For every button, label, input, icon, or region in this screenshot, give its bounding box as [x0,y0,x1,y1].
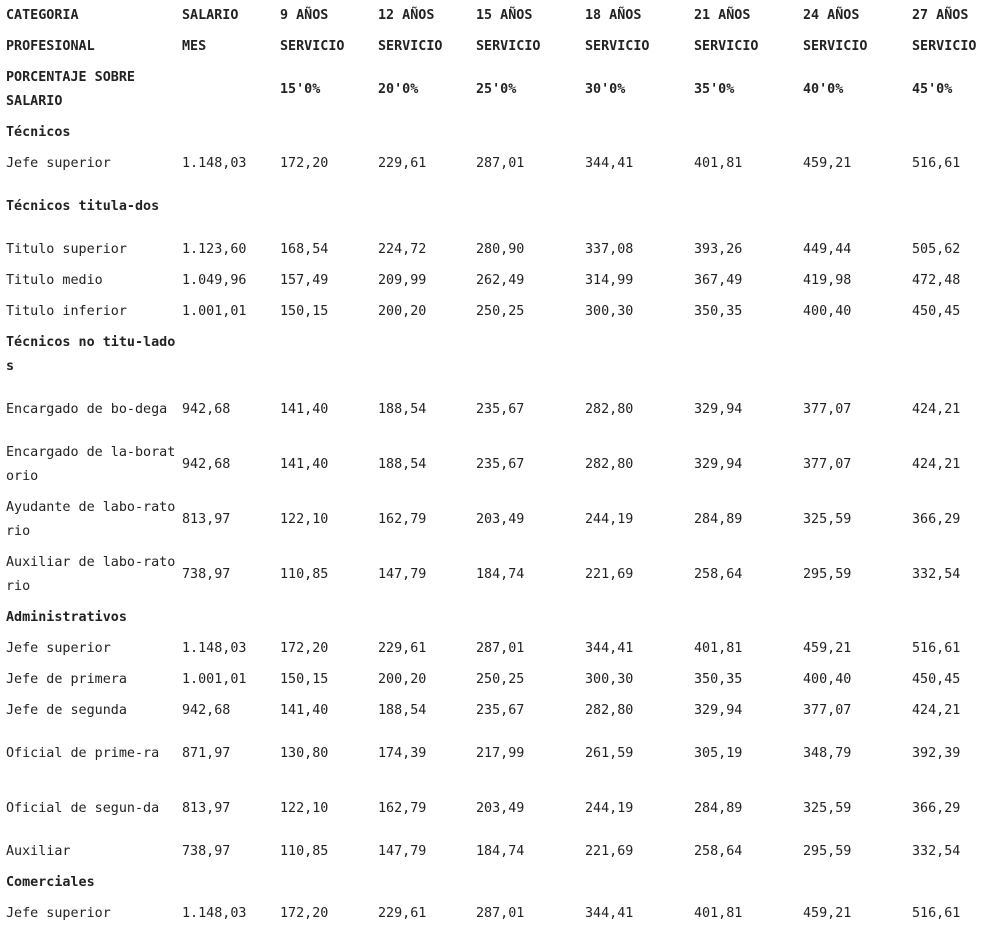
seniority-cell: 203,49 [476,800,525,816]
header-cell: PROFESIONAL [6,38,95,54]
salary-cell: 942,68 [182,456,231,472]
seniority-cell: 516,61 [912,155,961,171]
seniority-cell: 157,49 [280,272,329,288]
seniority-cell: 459,21 [803,640,852,656]
seniority-cell: 141,40 [280,702,329,718]
empty-cell [378,867,476,898]
seniority-cell: 224,72 [378,241,427,257]
header-cell: 45'0% [912,81,953,97]
category-cell: Auxiliar [6,843,71,859]
seniority-cell: 348,79 [803,745,852,761]
seniority-cell: 377,07 [803,456,852,472]
section-heading: Técnicos [6,124,71,140]
salary-table [6,0,992,929]
salary-cell: 942,68 [182,702,231,718]
table-body [6,0,992,929]
seniority-cell: 393,26 [694,241,743,257]
seniority-cell: 172,20 [280,155,329,171]
empty-cell [476,602,585,633]
seniority-cell: 110,85 [280,843,329,859]
header-cell: 15 AÑOS [476,7,533,23]
seniority-cell: 505,62 [912,241,961,257]
seniority-cell: 147,79 [378,843,427,859]
empty-cell [803,179,912,234]
seniority-cell: 329,94 [694,702,743,718]
empty-cell [378,327,476,382]
seniority-cell: 188,54 [378,702,427,718]
seniority-cell: 217,99 [476,745,525,761]
seniority-cell: 282,80 [585,702,634,718]
category-cell: Oficial de prime-ra [6,745,160,761]
salary-cell: 1.001,01 [182,303,247,319]
seniority-cell: 141,40 [280,456,329,472]
table-row [6,695,992,726]
salary-cell: 738,97 [182,566,231,582]
seniority-cell: 284,89 [694,800,743,816]
seniority-cell: 472,48 [912,272,961,288]
empty-cell [694,179,803,234]
salary-cell: 1.148,03 [182,155,247,171]
empty-cell [803,327,912,382]
header-cell: 27 AÑOS [912,7,969,23]
empty-cell [182,602,280,633]
table-row [6,234,992,265]
empty-cell [912,327,992,382]
seniority-cell: 200,20 [378,671,427,687]
empty-cell [378,117,476,148]
seniority-cell: 400,40 [803,671,852,687]
empty-cell [694,117,803,148]
empty-cell [476,327,585,382]
seniority-cell: 516,61 [912,905,961,921]
seniority-cell: 258,64 [694,843,743,859]
salary-cell: 1.148,03 [182,640,247,656]
seniority-cell: 188,54 [378,401,427,417]
seniority-cell: 300,30 [585,303,634,319]
empty-cell [476,117,585,148]
table-row [6,633,992,664]
seniority-cell: 110,85 [280,566,329,582]
category-cell: Titulo superior [6,241,127,257]
table-row [6,898,992,929]
category-cell: Oficial de segun-da [6,800,160,816]
empty-cell [694,867,803,898]
seniority-cell: 280,90 [476,241,525,257]
header-cell: 15'0% [280,81,321,97]
seniority-cell: 287,01 [476,905,525,921]
empty-cell [182,117,280,148]
header-cell: 40'0% [803,81,844,97]
category-cell: Titulo inferior [6,303,127,319]
salary-cell: 813,97 [182,800,231,816]
category-cell: Ayudante de labo-ratorio [6,499,176,539]
seniority-cell: 400,40 [803,303,852,319]
empty-cell [476,867,585,898]
seniority-cell: 449,44 [803,241,852,257]
salary-cell: 738,97 [182,843,231,859]
table-row [6,296,992,327]
empty-cell [585,117,694,148]
empty-cell [694,327,803,382]
seniority-cell: 203,49 [476,511,525,527]
header-cell: PORCENTAJE SOBRE SALARIO [6,69,135,109]
empty-cell [476,179,585,234]
seniority-cell: 188,54 [378,456,427,472]
seniority-cell: 262,49 [476,272,525,288]
section-row [6,867,992,898]
salary-cell: 1.001,01 [182,671,247,687]
section-row [6,117,992,148]
seniority-cell: 184,74 [476,566,525,582]
seniority-cell: 184,74 [476,843,525,859]
seniority-cell: 450,45 [912,671,961,687]
table-row [6,148,992,179]
seniority-cell: 258,64 [694,566,743,582]
header-row1 [6,0,992,31]
empty-cell [280,179,378,234]
header-cell: SALARIO [182,7,239,23]
header-row3 [6,62,992,117]
table-row [6,547,992,602]
seniority-cell: 401,81 [694,155,743,171]
seniority-cell: 200,20 [378,303,427,319]
category-cell: Encargado de bo-dega [6,401,168,417]
table-row [6,664,992,695]
header-cell: 12 AÑOS [378,7,435,23]
empty-cell [585,602,694,633]
empty-cell [585,327,694,382]
seniority-cell: 392,39 [912,745,961,761]
seniority-cell: 314,99 [585,272,634,288]
table-row [6,492,992,547]
section-row [6,327,992,382]
header-cell: 9 AÑOS [280,7,329,23]
seniority-cell: 344,41 [585,640,634,656]
table-row [6,836,992,867]
salary-cell: 871,97 [182,745,231,761]
category-cell: Jefe superior [6,905,111,921]
header-cell: SERVICIO [378,38,443,54]
empty-cell [182,179,280,234]
seniority-cell: 235,67 [476,401,525,417]
category-cell: Jefe de segunda [6,702,127,718]
table-row [6,382,992,437]
seniority-cell: 162,79 [378,800,427,816]
empty-cell [912,179,992,234]
seniority-cell: 244,19 [585,511,634,527]
section-heading: Técnicos titula-dos [6,198,160,214]
seniority-cell: 419,98 [803,272,852,288]
table-row [6,265,992,296]
category-cell: Jefe superior [6,155,111,171]
salary-cell: 1.123,60 [182,241,247,257]
seniority-cell: 377,07 [803,401,852,417]
header-cell: 24 AÑOS [803,7,860,23]
seniority-cell: 282,80 [585,456,634,472]
seniority-cell: 329,94 [694,456,743,472]
seniority-cell: 344,41 [585,155,634,171]
seniority-cell: 235,67 [476,456,525,472]
category-cell: Jefe superior [6,640,111,656]
header-cell: 18 AÑOS [585,7,642,23]
seniority-cell: 344,41 [585,905,634,921]
empty-cell [694,602,803,633]
seniority-cell: 424,21 [912,401,961,417]
empty-cell [182,327,280,382]
seniority-cell: 141,40 [280,401,329,417]
seniority-cell: 172,20 [280,640,329,656]
header-cell: MES [182,38,207,54]
seniority-cell: 424,21 [912,702,961,718]
seniority-cell: 329,94 [694,401,743,417]
header-cell: 30'0% [585,81,626,97]
seniority-cell: 168,54 [280,241,329,257]
category-cell: Titulo medio [6,272,103,288]
seniority-cell: 287,01 [476,640,525,656]
seniority-cell: 122,10 [280,511,329,527]
seniority-cell: 221,69 [585,566,634,582]
empty-cell [803,602,912,633]
section-row [6,179,992,234]
seniority-cell: 332,54 [912,843,961,859]
seniority-cell: 261,59 [585,745,634,761]
seniority-cell: 174,39 [378,745,427,761]
seniority-cell: 221,69 [585,843,634,859]
empty-cell [912,602,992,633]
empty-cell [585,179,694,234]
header-cell: SERVICIO [476,38,541,54]
header-cell: CATEGORIA [6,7,79,23]
header-cell: SERVICIO [280,38,345,54]
salary-cell: 1.049,96 [182,272,247,288]
empty-cell [182,867,280,898]
seniority-cell: 305,19 [694,745,743,761]
category-cell: Encargado de la-boratorio [6,444,176,484]
seniority-cell: 401,81 [694,905,743,921]
header-cell: 35'0% [694,81,735,97]
seniority-cell: 325,59 [803,800,852,816]
seniority-cell: 284,89 [694,511,743,527]
empty-cell [378,179,476,234]
seniority-cell: 229,61 [378,640,427,656]
seniority-cell: 295,59 [803,566,852,582]
header-cell: SERVICIO [585,38,650,54]
table-row [6,726,992,781]
empty-cell [280,117,378,148]
seniority-cell: 150,15 [280,303,329,319]
empty-cell [378,602,476,633]
empty-cell [280,327,378,382]
category-cell: Auxiliar de labo-ratorio [6,554,176,594]
seniority-cell: 459,21 [803,905,852,921]
seniority-cell: 424,21 [912,456,961,472]
seniority-cell: 229,61 [378,905,427,921]
seniority-cell: 229,61 [378,155,427,171]
seniority-cell: 350,35 [694,303,743,319]
header-cell [182,62,280,117]
seniority-cell: 337,08 [585,241,634,257]
salary-cell: 942,68 [182,401,231,417]
seniority-cell: 459,21 [803,155,852,171]
empty-cell [585,867,694,898]
seniority-cell: 325,59 [803,511,852,527]
seniority-cell: 366,29 [912,800,961,816]
salary-cell: 813,97 [182,511,231,527]
header-cell: 20'0% [378,81,419,97]
header-cell: SERVICIO [694,38,759,54]
table-row [6,437,992,492]
seniority-cell: 377,07 [803,702,852,718]
section-row [6,602,992,633]
section-heading: Administrativos [6,609,127,625]
empty-cell [280,867,378,898]
seniority-cell: 209,99 [378,272,427,288]
salary-cell: 1.148,03 [182,905,247,921]
seniority-cell: 250,25 [476,303,525,319]
seniority-cell: 282,80 [585,401,634,417]
seniority-cell: 287,01 [476,155,525,171]
empty-cell [912,117,992,148]
table-row [6,781,992,836]
empty-cell [803,117,912,148]
seniority-cell: 150,15 [280,671,329,687]
empty-cell [803,867,912,898]
seniority-cell: 235,67 [476,702,525,718]
seniority-cell: 332,54 [912,566,961,582]
seniority-cell: 401,81 [694,640,743,656]
header-cell: SERVICIO [912,38,977,54]
section-heading: Comerciales [6,874,95,890]
empty-cell [912,867,992,898]
seniority-cell: 367,49 [694,272,743,288]
seniority-cell: 516,61 [912,640,961,656]
seniority-cell: 244,19 [585,800,634,816]
seniority-cell: 450,45 [912,303,961,319]
seniority-cell: 350,35 [694,671,743,687]
header-cell: 21 AÑOS [694,7,751,23]
header-cell: SERVICIO [803,38,868,54]
seniority-cell: 130,80 [280,745,329,761]
seniority-cell: 300,30 [585,671,634,687]
empty-cell [280,602,378,633]
header-row2 [6,31,992,62]
seniority-cell: 122,10 [280,800,329,816]
seniority-cell: 147,79 [378,566,427,582]
seniority-cell: 250,25 [476,671,525,687]
header-cell: 25'0% [476,81,517,97]
seniority-cell: 295,59 [803,843,852,859]
seniority-cell: 162,79 [378,511,427,527]
section-heading: Técnicos no titu-lados [6,334,176,374]
category-cell: Jefe de primera [6,671,127,687]
seniority-cell: 366,29 [912,511,961,527]
seniority-cell: 172,20 [280,905,329,921]
